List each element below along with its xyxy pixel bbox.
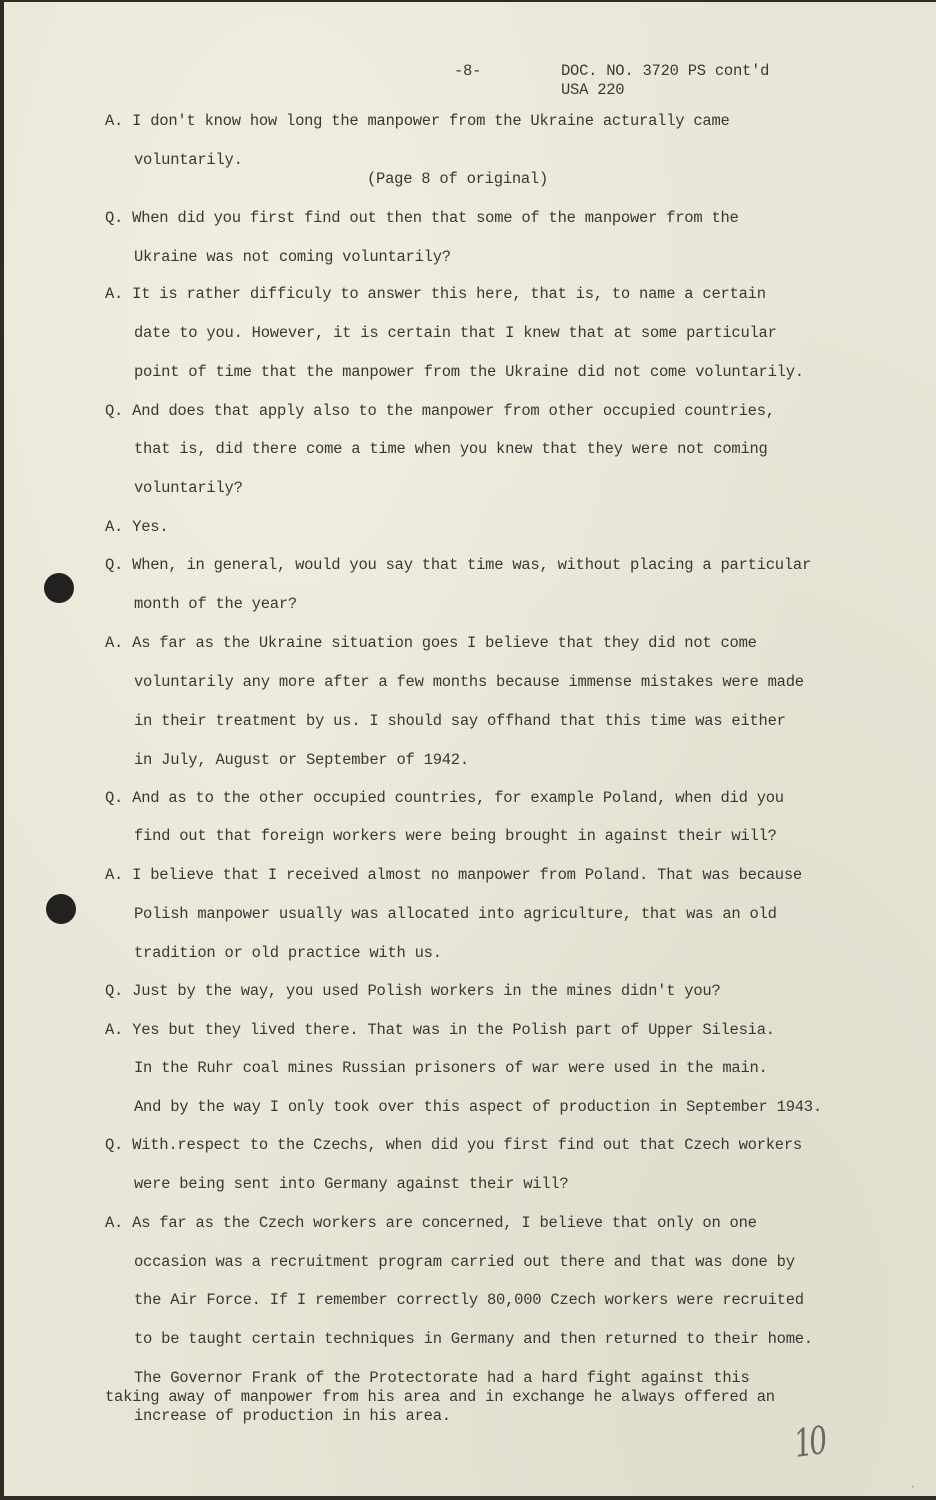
transcript-line: were being sent into Germany against their will?	[134, 1175, 569, 1193]
transcript-line: voluntarily.	[134, 151, 243, 169]
transcript-line: In the Ruhr coal mines Russian prisoners of war were used in the main.	[134, 1059, 768, 1077]
handwritten-page-mark: 10	[791, 1418, 828, 1466]
transcript-line: The Governor Frank of the Protectorate had a hard fight against this	[134, 1369, 750, 1387]
transcript-line: A. Yes.	[105, 518, 169, 536]
punch-hole-icon	[44, 573, 74, 603]
transcript-line: A. I don't know how long the manpower from the Ukraine acturally came	[105, 112, 730, 130]
transcript-line: Ukraine was not coming voluntarily?	[134, 248, 451, 266]
punch-hole-icon	[46, 894, 76, 924]
paper-speck: ⋅	[910, 1483, 916, 1494]
transcript-line: to be taught certain techniques in Germany and then returned to their home.	[134, 1330, 813, 1348]
transcript-line: point of time that the manpower from the Ukraine did not come voluntarily.	[134, 363, 804, 381]
transcript-line: voluntarily?	[134, 479, 243, 497]
transcript-line: A. As far as the Ukraine situation goes I believe that they did not come	[105, 634, 757, 652]
transcript-line: Q. And as to the other occupied countries, for example Poland, when did you	[105, 789, 784, 807]
document-number: DOC. NO. 3720 PS cont'd	[561, 62, 770, 80]
transcript-line: Q. With.respect to the Czechs, when did you first find out that Czech workers	[105, 1136, 802, 1154]
transcript-line: A. As far as the Czech workers are concerned, I believe that only on one	[105, 1214, 757, 1232]
transcript-line: Q. Just by the way, you used Polish workers in the mines didn't you?	[105, 982, 721, 1000]
transcript-line: tradition or old practice with us.	[134, 944, 442, 962]
transcript-line: taking away of manpower from his area and in exchange he always offered an	[105, 1388, 775, 1406]
transcript-line: Q. And does that apply also to the manpower from other occupied countries,	[105, 402, 775, 420]
transcript-line: A. I believe that I received almost no manpower from Poland. That was because	[105, 866, 802, 884]
transcript-line: Q. When did you first find out then that some of the manpower from the	[105, 209, 739, 227]
transcript-line: Q. When, in general, would you say that time was, without placing a particular	[105, 556, 812, 574]
transcript-line: in their treatment by us. I should say offhand that this time was either	[134, 712, 786, 730]
document-page	[4, 2, 936, 1496]
transcript-line: month of the year?	[134, 595, 297, 613]
transcript-line: Polish manpower usually was allocated into agriculture, that was an old	[134, 905, 777, 923]
transcript-line: date to you. However, it is certain that I knew that at some particular	[134, 324, 777, 342]
transcript-line: A. Yes but they lived there. That was in the Polish part of Upper Silesia.	[105, 1021, 775, 1039]
transcript-line: in July, August or September of 1942.	[134, 751, 469, 769]
document-reference	[561, 62, 769, 100]
transcript-line: occasion was a recruitment program carried out there and that was done by	[134, 1253, 795, 1271]
transcript-line: increase of production in his area.	[134, 1407, 451, 1425]
transcript-line: And by the way I only took over this aspect of production in September 1943.	[134, 1098, 822, 1116]
transcript-line: that is, did there come a time when you knew that they were not coming	[134, 440, 768, 458]
transcript-line: voluntarily any more after a few months because immense mistakes were made	[134, 673, 804, 691]
page-reference-note: (Page 8 of original)	[367, 170, 549, 188]
transcript-line: the Air Force. If I remember correctly 80,000 Czech workers were recruited	[134, 1291, 804, 1309]
transcript-line: find out that foreign workers were being brought in against their will?	[134, 827, 777, 845]
transcript-line: A. It is rather difficuly to answer this here, that is, to name a certain	[105, 285, 766, 303]
exhibit-number: USA 220	[561, 81, 625, 99]
page-number: -8-	[454, 62, 482, 80]
